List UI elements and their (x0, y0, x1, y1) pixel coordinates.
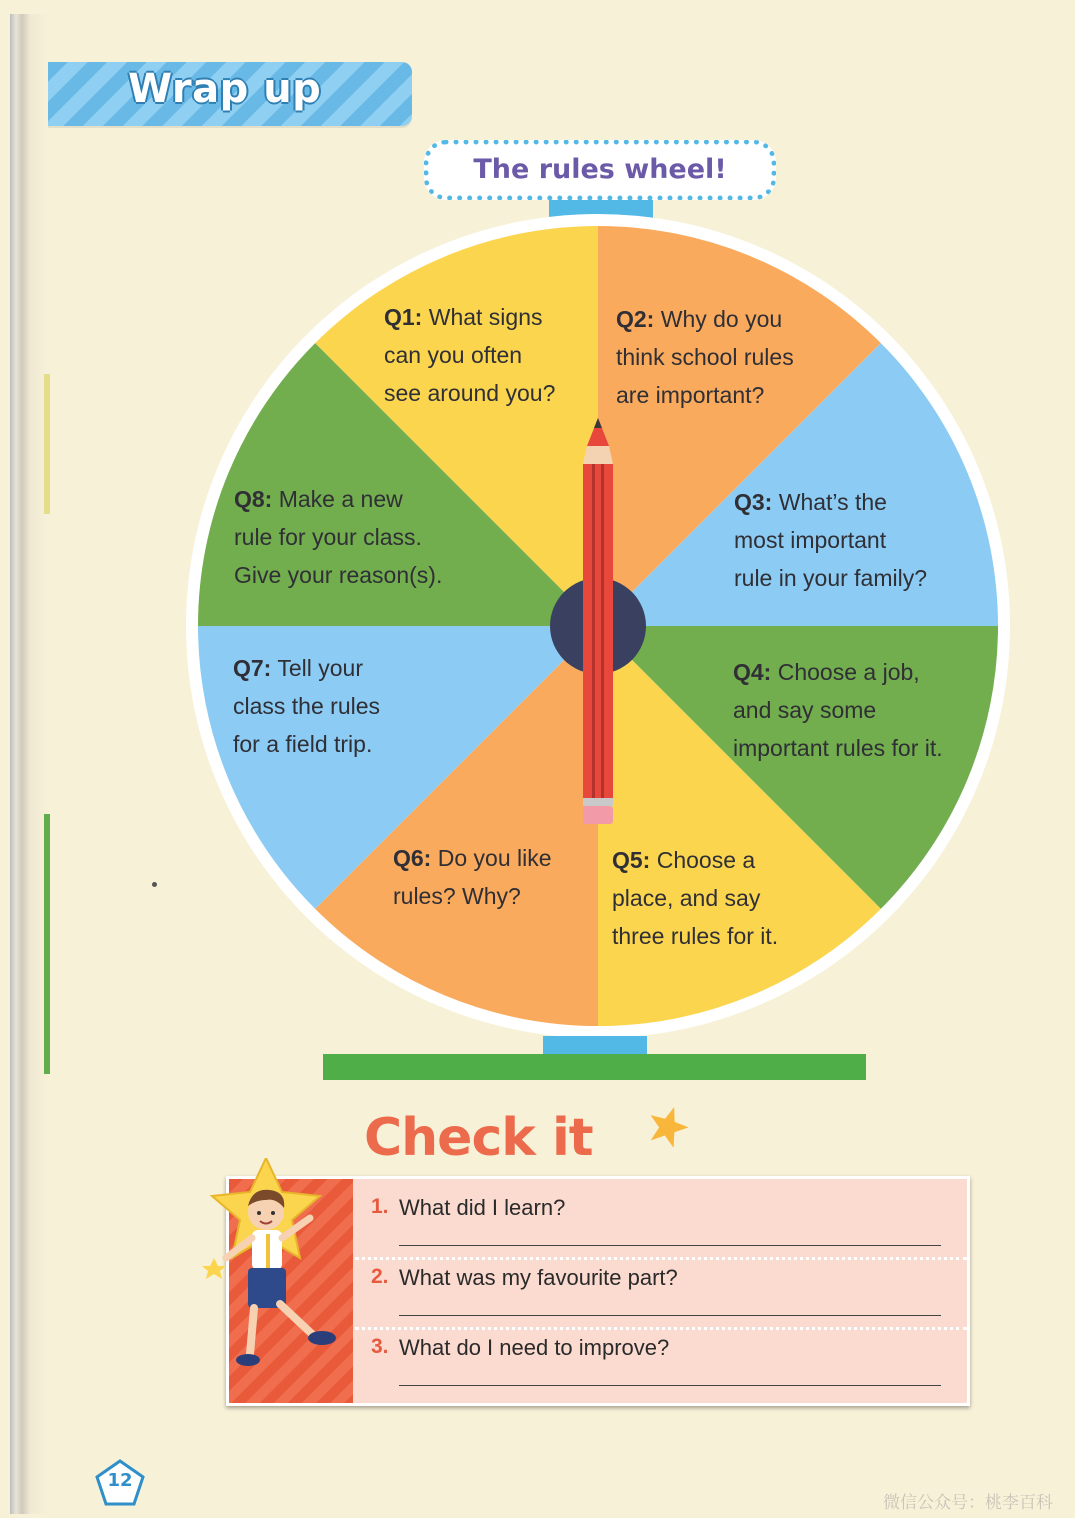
question-5-text: Choose a (656, 847, 756, 873)
question-8-line3: Give your reason(s). (234, 562, 443, 588)
wheel-stand-base (323, 1054, 866, 1080)
check-it-title: Check it (364, 1108, 593, 1168)
question-2-label: Q2: (616, 306, 655, 332)
question-1 (384, 298, 555, 412)
question-7-line3: for a field trip. (233, 731, 373, 757)
question-2-line3: are important? (616, 382, 765, 408)
question-1-text: What signs (428, 304, 543, 330)
check-item-2-answer-line[interactable] (399, 1315, 941, 1316)
question-8 (234, 480, 442, 594)
question-8-line2: rule for your class. (234, 524, 422, 550)
question-7-label: Q7: (233, 655, 272, 681)
question-3-label: Q3: (734, 489, 773, 515)
wheel-title: The rules wheel! (473, 154, 727, 185)
question-5-line3: three rules for it. (612, 923, 779, 949)
question-4-label: Q4: (733, 659, 772, 685)
section-title: Wrap up (128, 66, 322, 112)
question-8-label: Q8: (234, 486, 273, 512)
question-5 (612, 841, 778, 955)
question-4 (733, 653, 943, 767)
check-item-1-number: 1. (371, 1195, 389, 1218)
question-8-text: Make a new (278, 486, 403, 512)
question-7-line2: class the rules (233, 693, 381, 719)
question-3 (734, 483, 927, 597)
pencil-pointer-icon[interactable] (580, 418, 616, 824)
question-4-text: Choose a job, (777, 659, 920, 685)
question-2-line2: think school rules (616, 344, 794, 370)
print-speck (152, 882, 157, 887)
question-6-text: Do you like (437, 845, 552, 871)
question-6-line2: rules? Why? (393, 883, 521, 909)
check-item-3-text: What do I need to improve? (399, 1335, 670, 1360)
page-binding-edge (10, 14, 48, 1514)
question-1-line3: see around you? (384, 380, 556, 406)
check-item-2-number: 2. (371, 1265, 389, 1288)
check-item-3-answer-line[interactable] (399, 1385, 941, 1386)
check-item-1-answer-line[interactable] (399, 1245, 941, 1246)
wrap-up-banner (48, 62, 412, 126)
question-3-line2: most important (734, 527, 887, 553)
check-item-3 (371, 1319, 941, 1389)
check-item-2-text: What was my favourite part? (399, 1265, 678, 1290)
question-4-line3: important rules for it. (733, 735, 943, 761)
question-2 (616, 300, 794, 414)
page-number: 12 (107, 1470, 133, 1491)
question-7-text: Tell your (277, 655, 363, 681)
kid-with-star-illustration (196, 1158, 362, 1384)
question-4-line2: and say some (733, 697, 877, 723)
check-item-2 (371, 1249, 941, 1319)
question-6 (393, 839, 552, 915)
watermark-text: 微信公众号：桃李百科 (883, 1493, 1053, 1513)
question-3-line3: rule in your family? (734, 565, 928, 591)
question-6-label: Q6: (393, 845, 432, 871)
question-1-label: Q1: (384, 304, 423, 330)
star-icon (646, 1104, 690, 1148)
question-3-text: What’s the (778, 489, 887, 515)
wheel-title-box (424, 140, 776, 200)
question-5-label: Q5: (612, 847, 651, 873)
question-5-line2: place, and say (612, 885, 761, 911)
check-item-3-number: 3. (371, 1335, 389, 1358)
check-item-1 (371, 1179, 941, 1249)
question-2-text: Why do you (660, 306, 783, 332)
check-item-1-text: What did I learn? (399, 1195, 566, 1220)
question-1-line2: can you often (384, 342, 523, 368)
question-7 (233, 649, 380, 763)
